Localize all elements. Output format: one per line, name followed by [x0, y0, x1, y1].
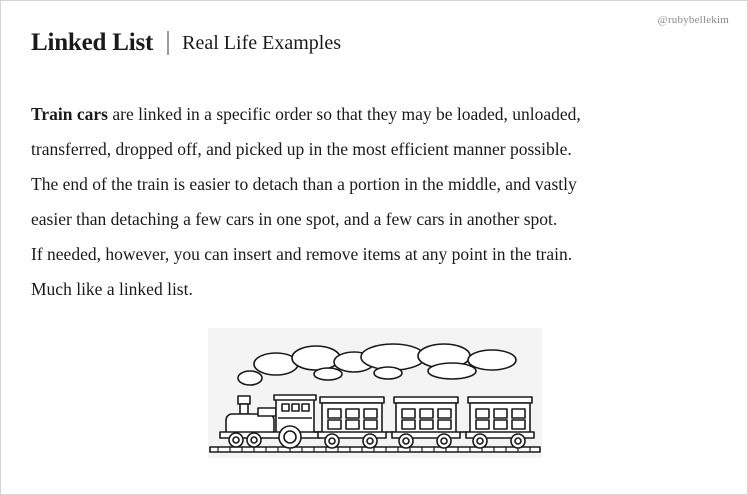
railway-track [210, 447, 540, 452]
locomotive [220, 395, 322, 448]
author-handle: @rubybellekim [657, 14, 729, 26]
body-line-1 [31, 97, 721, 132]
train-car-3 [466, 397, 534, 448]
train-car-2 [392, 397, 468, 448]
body-line-4: easier than detaching a few cars in one spot, and a few cars in another spot. [31, 209, 558, 229]
body-lead: Train cars [31, 104, 108, 124]
title-divider [167, 31, 169, 55]
body-line-6: Much like a linked list. [31, 279, 193, 299]
body-line-1-text: are linked in a specific order so that they may be loaded, unloaded, [107, 104, 581, 124]
page-header [31, 29, 341, 57]
body-text [31, 97, 721, 307]
body-line-2: transferred, dropped off, and picked up in the most efficient manner possible. [31, 139, 572, 159]
page-title: Linked List [31, 29, 154, 56]
smoke-clouds [238, 344, 516, 385]
train-car-1 [318, 397, 394, 448]
body-line-5: If needed, however, you can insert and remove items at any point in the train. [31, 244, 573, 264]
page-subtitle: Real Life Examples [182, 31, 341, 54]
body-line-3: The end of the train is easier to detach than a portion in the middle, and vastly [31, 174, 577, 194]
train-illustration [208, 328, 542, 458]
train-icon [208, 328, 542, 458]
